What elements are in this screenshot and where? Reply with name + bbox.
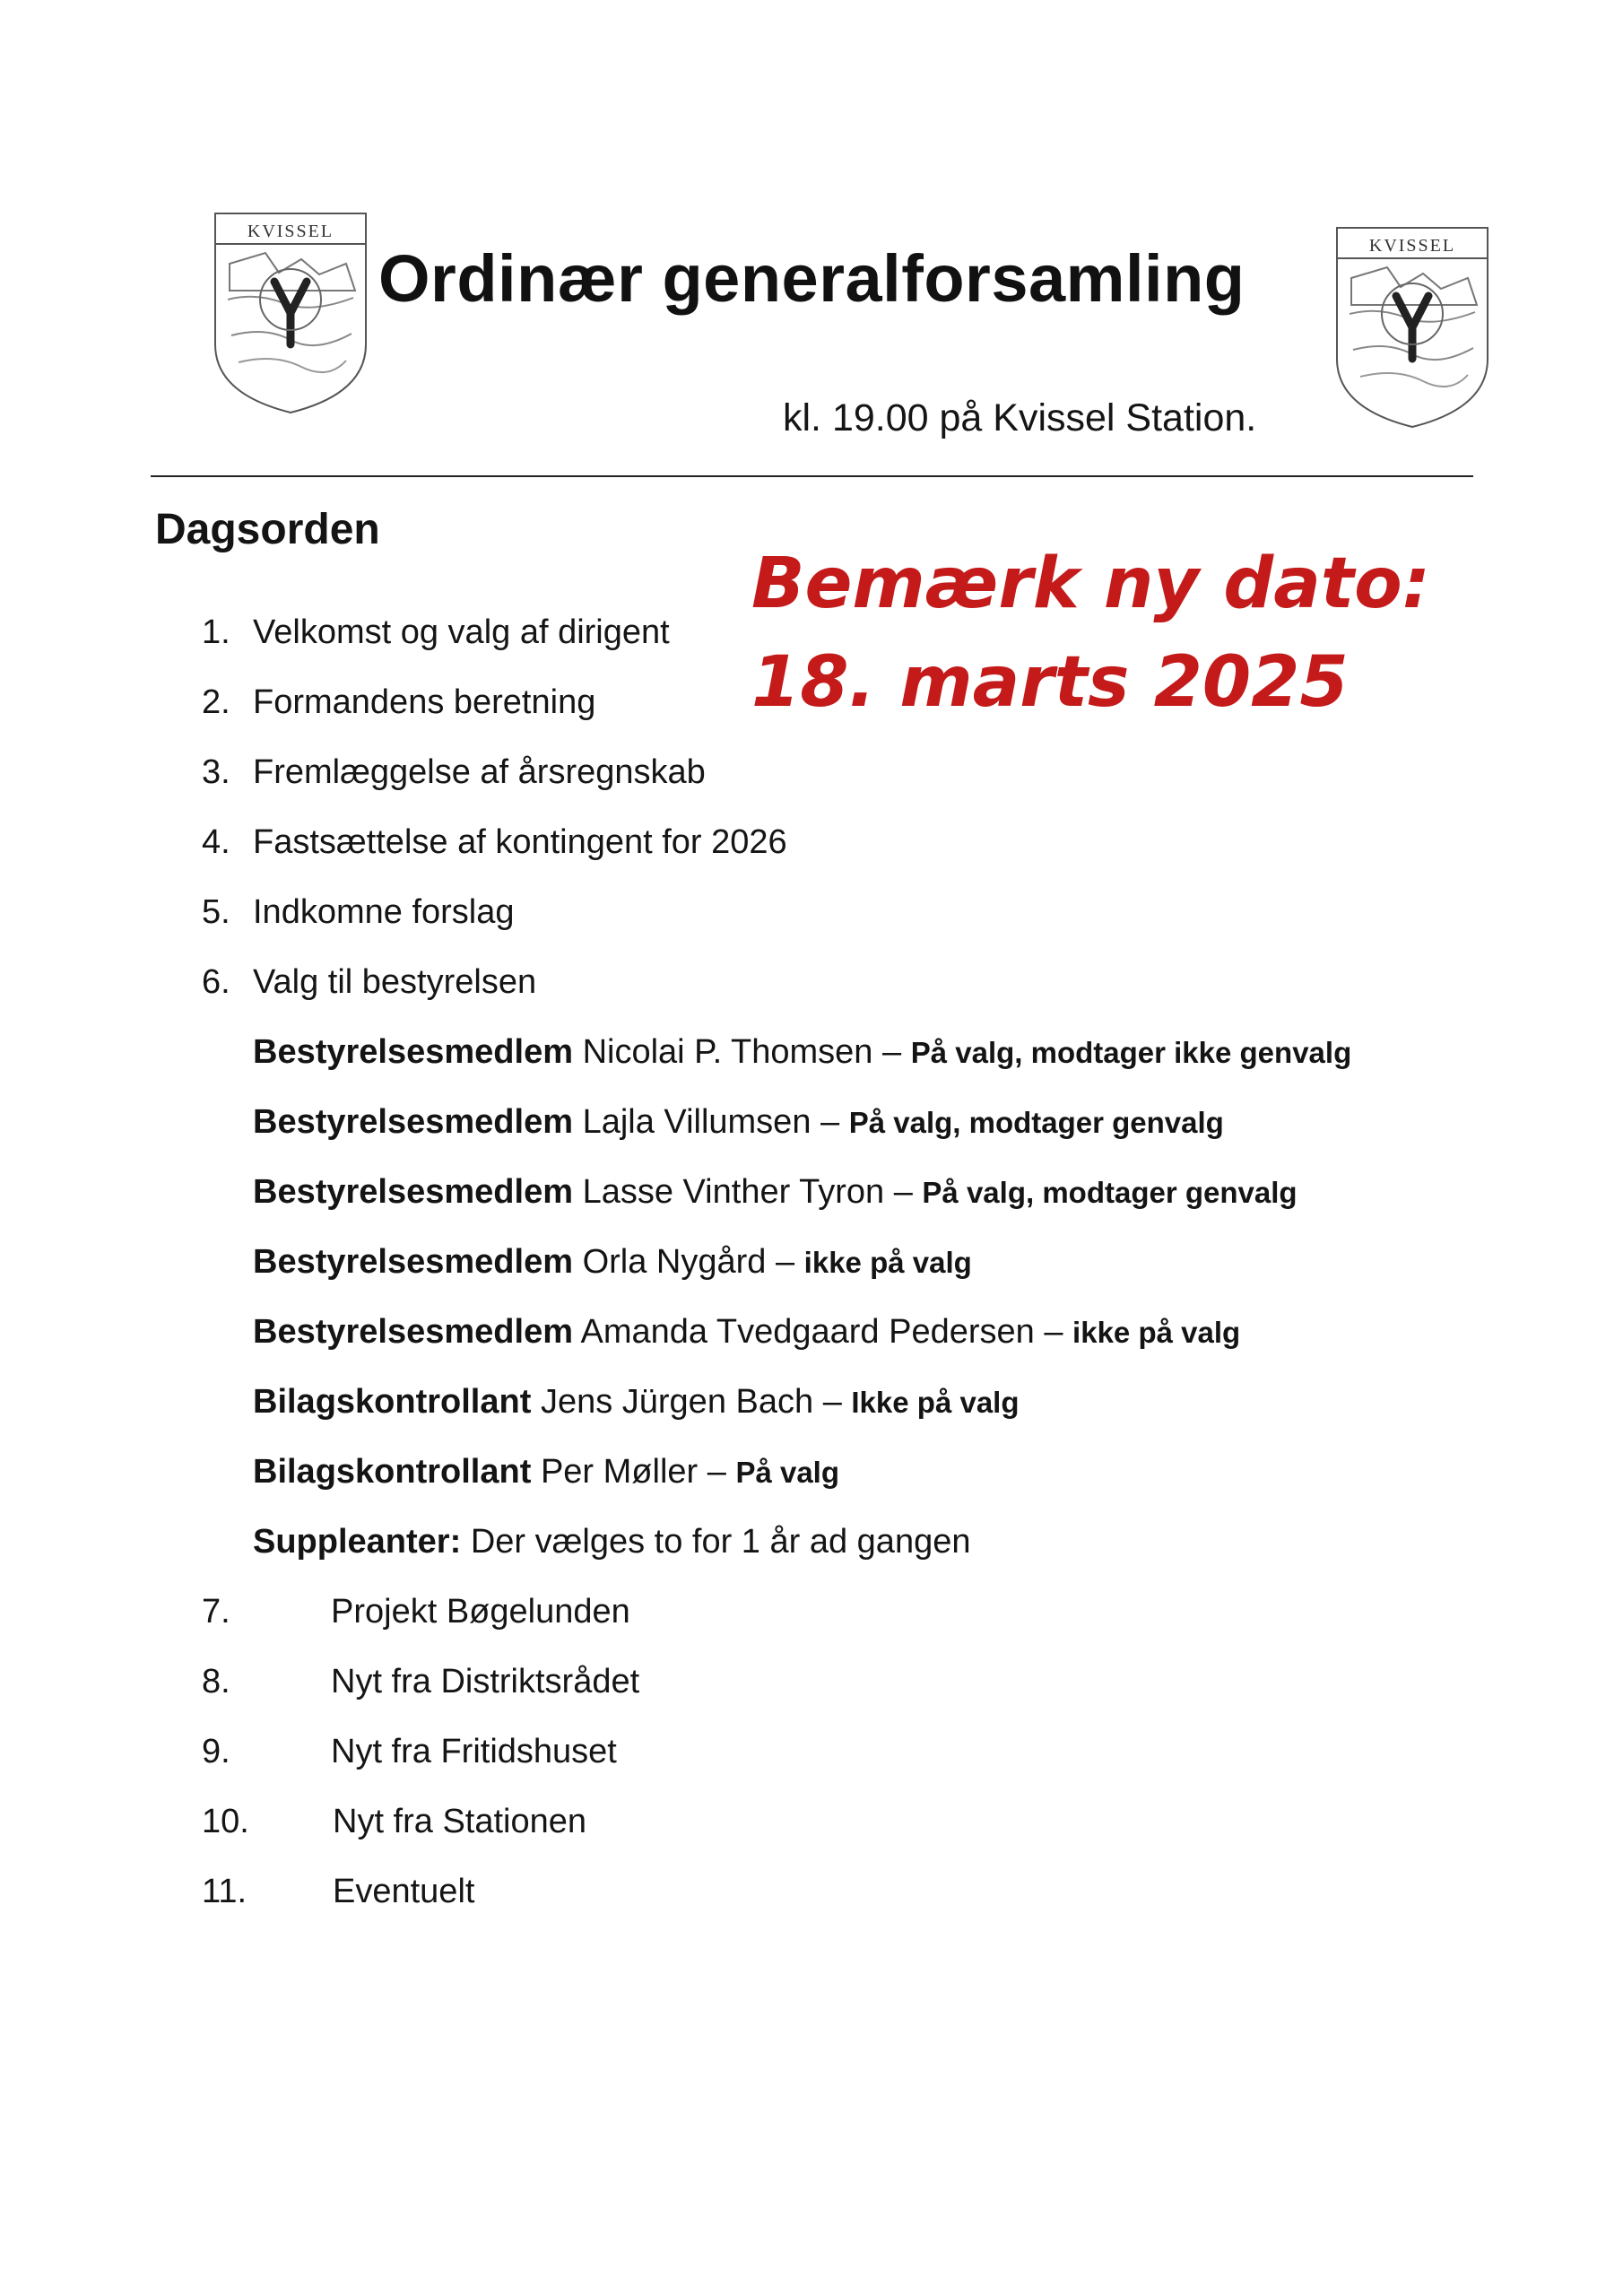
- board-role: Bestyrelsesmedlem: [253, 1173, 573, 1211]
- board-separator: –: [882, 1033, 902, 1071]
- board-member-row: [253, 1103, 1224, 1142]
- board-separator: –: [707, 1453, 726, 1491]
- board-name: Lasse Vinther Tyron: [582, 1173, 885, 1211]
- agenda-item-text: Velkomst og valg af dirigent: [253, 613, 670, 651]
- board-name: Orla Nygård: [582, 1243, 767, 1281]
- board-status: Ikke på valg: [851, 1386, 1020, 1419]
- substitutes-text: Der vælges to for 1 år ad gangen: [470, 1523, 971, 1561]
- date-notice-line1: Bemærk ny dato:: [751, 544, 1430, 624]
- page-title: Ordinær generalforsamling: [378, 241, 1245, 316]
- agenda-item-number: 2.: [202, 683, 230, 721]
- agenda-item-text: Fastsættelse af kontingent for 2026: [253, 823, 787, 861]
- agenda-item-text: Projekt Bøgelunden: [331, 1593, 630, 1631]
- board-member-row: [253, 1453, 839, 1492]
- board-separator: –: [893, 1173, 913, 1211]
- substitutes-row: [253, 1523, 970, 1561]
- board-status: På valg, modtager genvalg: [848, 1106, 1224, 1139]
- agenda-item-number: 4.: [202, 823, 230, 861]
- crest-right-label: KVISSEL: [1368, 236, 1456, 256]
- board-role: Bestyrelsesmedlem: [253, 1103, 573, 1141]
- agenda-item-text: Eventuelt: [333, 1873, 475, 1910]
- board-status: På valg, modtager genvalg: [922, 1176, 1298, 1209]
- crest-left-icon: [212, 210, 369, 416]
- board-name: Nicolai P. Thomsen: [582, 1033, 873, 1071]
- agenda-item-text: Indkomne forslag: [253, 893, 515, 931]
- date-notice: [751, 535, 1430, 732]
- board-member-row: [253, 1243, 972, 1282]
- board-status: ikke på valg: [803, 1246, 972, 1279]
- agenda-item-number: 5.: [202, 893, 230, 931]
- agenda-item-number: 10.: [202, 1803, 249, 1840]
- board-role: Bestyrelsesmedlem: [253, 1313, 573, 1351]
- board-name: Per Møller: [540, 1453, 699, 1491]
- board-separator: –: [775, 1243, 795, 1281]
- board-role: Bilagskontrollant: [253, 1453, 532, 1491]
- board-role: Bilagskontrollant: [253, 1383, 532, 1421]
- board-separator: –: [820, 1103, 840, 1141]
- agenda-item-number: 1.: [202, 613, 230, 651]
- agenda-item-number: 3.: [202, 753, 230, 791]
- board-status: På valg, modtager ikke genvalg: [910, 1036, 1352, 1069]
- board-member-row: [253, 1033, 1351, 1072]
- board-member-row: [253, 1313, 1240, 1352]
- agenda-item-number: 7.: [202, 1593, 230, 1631]
- agenda-item-text: Nyt fra Fritidshuset: [331, 1733, 617, 1770]
- board-name: Amanda Tvedgaard Pedersen: [580, 1313, 1035, 1351]
- header-divider: [151, 475, 1473, 477]
- board-name: Lajla Villumsen: [582, 1103, 812, 1141]
- board-status: På valg: [735, 1456, 840, 1489]
- substitutes-label: Suppleanter:: [253, 1523, 462, 1561]
- board-role: Bestyrelsesmedlem: [253, 1243, 573, 1281]
- board-separator: –: [822, 1383, 842, 1421]
- crest-right-icon: [1333, 224, 1491, 430]
- agenda-item-number: 8.: [202, 1663, 230, 1700]
- board-separator: –: [1044, 1313, 1063, 1351]
- board-member-row: [253, 1383, 1020, 1422]
- board-name: Jens Jürgen Bach: [540, 1383, 814, 1421]
- agenda-item-text: Formandens beretning: [253, 683, 596, 721]
- meeting-time-location: kl. 19.00 på Kvissel Station.: [783, 396, 1257, 439]
- date-notice-line2: 18. marts 2025: [751, 642, 1349, 723]
- agenda-item-number: 9.: [202, 1733, 230, 1770]
- board-status: ikke på valg: [1072, 1316, 1241, 1349]
- board-member-row: [253, 1173, 1298, 1212]
- agenda-item-text: Nyt fra Stationen: [333, 1803, 587, 1840]
- agenda-item-text: Fremlæggelse af årsregnskab: [253, 753, 706, 791]
- crest-left-label: KVISSEL: [247, 222, 334, 241]
- agenda-item-number: 6.: [202, 963, 230, 1001]
- agenda-heading: Dagsorden: [155, 506, 380, 553]
- agenda-item-text: Nyt fra Distriktsrådet: [331, 1663, 640, 1700]
- agenda-item-text: Valg til bestyrelsen: [253, 963, 537, 1001]
- agenda-item-number: 11.: [202, 1873, 247, 1910]
- board-role: Bestyrelsesmedlem: [253, 1033, 573, 1071]
